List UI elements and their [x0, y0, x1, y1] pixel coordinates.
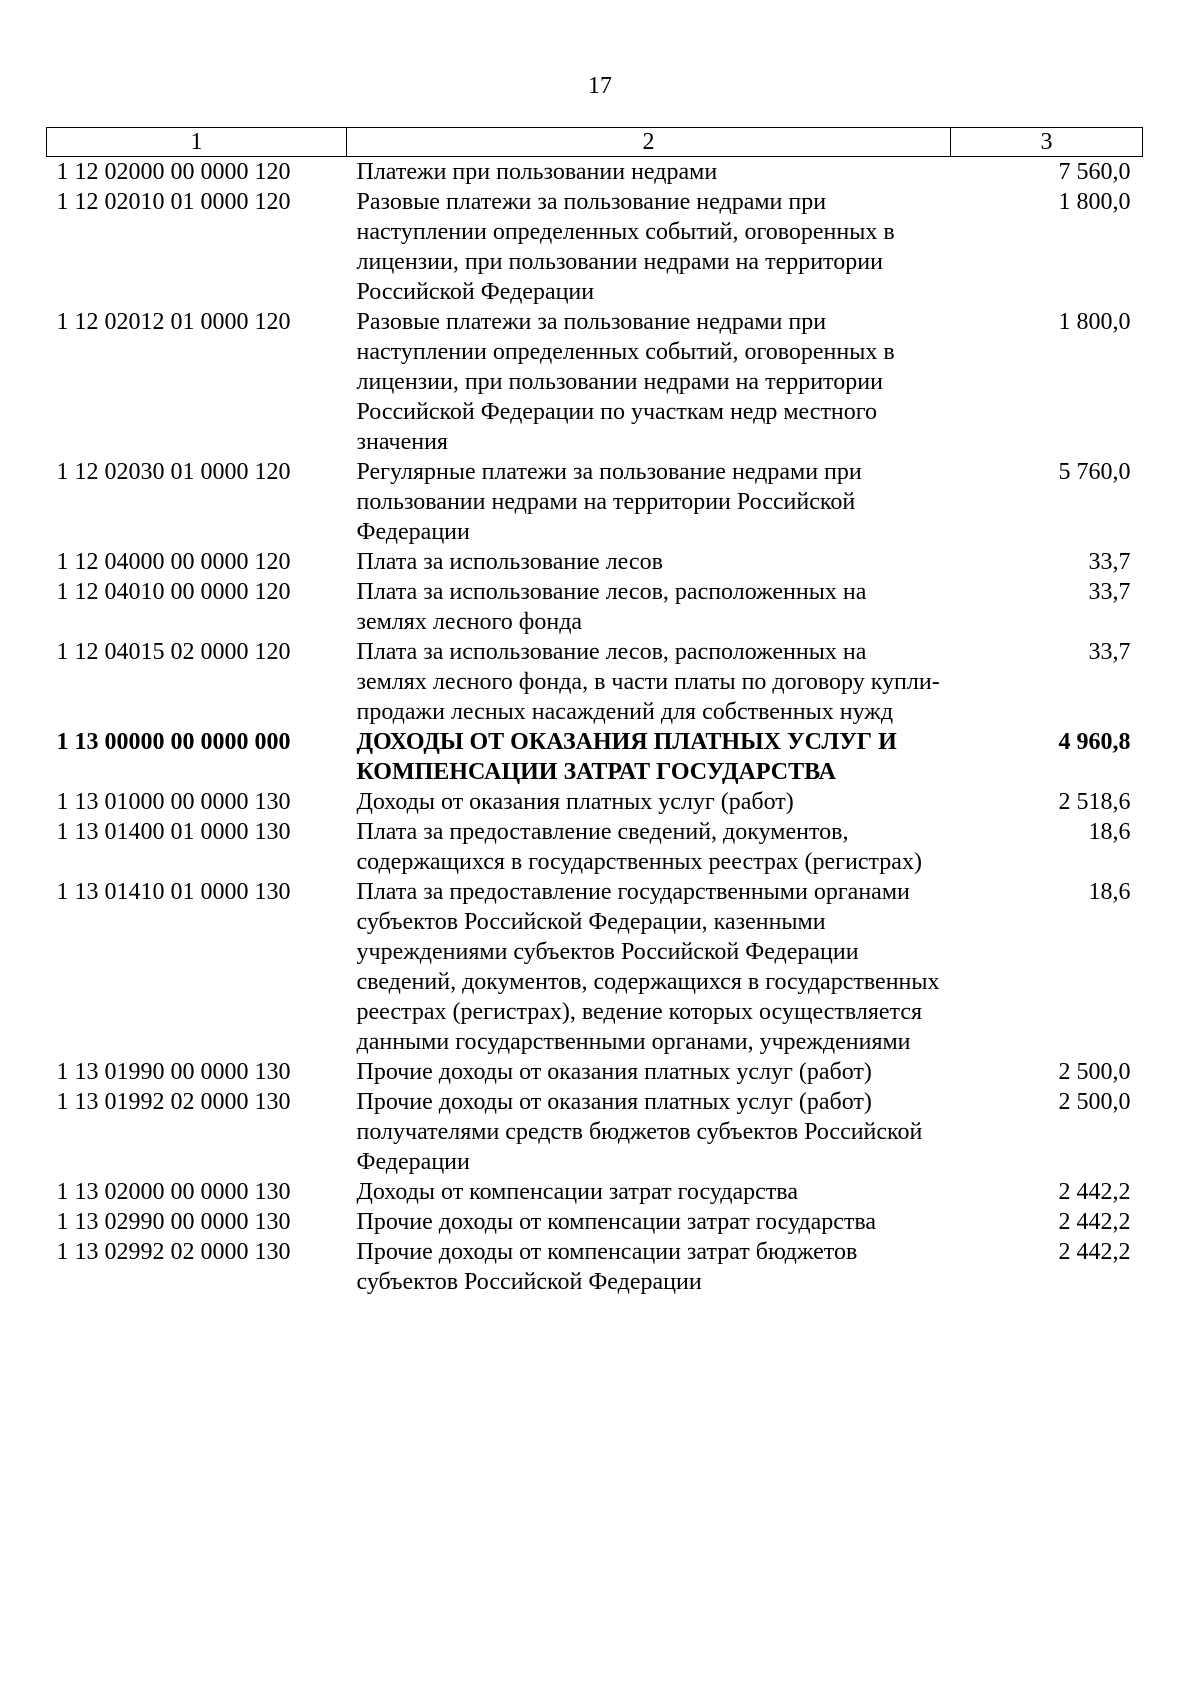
row-value: 33,7 [1088, 579, 1131, 605]
table-row [47, 1207, 1143, 1237]
row-name: ДОХОДЫ ОТ ОКАЗАНИЯ ПЛАТНЫХ УСЛУГ И КОМПЕНСАЦИИ ЗАТРАТ ГОСУДАРСТВА [356, 729, 897, 785]
row-value: 2 518,6 [1058, 789, 1131, 815]
row-code: 1 13 01000 00 0000 130 [56, 789, 291, 815]
table-row [47, 1177, 1143, 1207]
row-value: 2 442,2 [1058, 1179, 1131, 1205]
table-row [47, 1237, 1143, 1297]
row-value: 2 500,0 [1058, 1089, 1131, 1115]
row-code: 1 13 01992 02 0000 130 [56, 1089, 291, 1115]
table-row [47, 787, 1143, 817]
row-value: 1 800,0 [1058, 309, 1131, 335]
row-code: 1 12 04010 00 0000 120 [56, 579, 291, 605]
row-value: 1 800,0 [1058, 189, 1131, 215]
row-name: Плата за предоставление сведений, документов, содержащихся в государственных реестрах (регистрах) [356, 819, 922, 875]
table-row [47, 577, 1143, 637]
row-name: Прочие доходы от компенсации затрат государства [356, 1209, 877, 1235]
row-code: 1 12 02012 01 0000 120 [56, 309, 291, 335]
row-code: 1 12 02030 01 0000 120 [56, 459, 291, 485]
table-row [47, 877, 1143, 1057]
row-name: Плата за предоставление государственными органами субъектов Российской Федерации, казенными учреждениями субъектов Российской Федерации сведений, документов, содержащихся в государственных реестрах (регистрах), ведение которых осуществляется данными государственными органами, учреждениями [356, 879, 940, 1055]
row-name: Прочие доходы от оказания платных услуг (работ) получателями средств бюджетов субъектов Российской Федерации [356, 1089, 923, 1175]
row-value: 2 442,2 [1058, 1239, 1131, 1265]
table-row [47, 1057, 1143, 1087]
row-name: Разовые платежи за пользование недрами при наступлении определенных событий, оговоренных в лицензии, при пользовании недрами на территории Российской Федерации по участкам недр местного значения [356, 309, 895, 455]
row-name: Прочие доходы от компенсации затрат бюджетов субъектов Российской Федерации [356, 1239, 858, 1295]
header-col-value: 3 [951, 128, 1143, 157]
header-row [47, 128, 1143, 157]
row-name: Прочие доходы от оказания платных услуг (работ) [356, 1059, 872, 1085]
row-name: Доходы от компенсации затрат государства [356, 1179, 798, 1205]
table-row [47, 817, 1143, 877]
table-row [47, 637, 1143, 727]
row-name: Доходы от оказания платных услуг (работ) [356, 789, 794, 815]
row-value: 7 560,0 [1058, 159, 1131, 185]
row-code: 1 13 01410 01 0000 130 [56, 879, 291, 905]
page-number: 17 [588, 73, 612, 99]
row-code: 1 13 02000 00 0000 130 [56, 1179, 291, 1205]
header-col-code: 1 [47, 128, 347, 157]
row-name: Регулярные платежи за пользование недрами при пользовании недрами на территории Российской Федерации [356, 459, 862, 545]
row-value: 18,6 [1088, 879, 1131, 905]
row-code: 1 13 01400 01 0000 130 [56, 819, 291, 845]
row-value: 2 442,2 [1058, 1209, 1131, 1235]
row-code: 1 12 02000 00 0000 120 [56, 159, 291, 185]
row-value: 33,7 [1088, 549, 1131, 575]
revenue-table [46, 127, 1143, 1297]
table-row [47, 727, 1143, 787]
row-value: 18,6 [1088, 819, 1131, 845]
row-code: 1 13 02990 00 0000 130 [56, 1209, 291, 1235]
row-name: Плата за использование лесов, расположенных на землях лесного фонда [356, 579, 867, 635]
table-row [47, 1087, 1143, 1177]
row-value: 4 960,8 [1058, 729, 1131, 755]
row-code: 1 13 01990 00 0000 130 [56, 1059, 291, 1085]
row-value: 33,7 [1088, 639, 1131, 665]
revenue-table-container [46, 127, 1142, 1297]
row-code: 1 12 02010 01 0000 120 [56, 189, 291, 215]
table-row [47, 547, 1143, 577]
table-row [47, 157, 1143, 188]
row-name: Разовые платежи за пользование недрами при наступлении определенных событий, оговоренных в лицензии, при пользовании недрами на территории Российской Федерации [356, 189, 895, 305]
table-body [47, 157, 1143, 1298]
table-row [47, 307, 1143, 457]
row-code: 1 13 00000 00 0000 000 [56, 729, 291, 755]
row-name: Платежи при пользовании недрами [356, 159, 718, 185]
header-col-name: 2 [347, 128, 951, 157]
row-code: 1 12 04015 02 0000 120 [56, 639, 291, 665]
row-value: 5 760,0 [1058, 459, 1131, 485]
row-code: 1 12 04000 00 0000 120 [56, 549, 291, 575]
row-name: Плата за использование лесов, расположенных на землях лесного фонда, в части платы по договору купли-продажи лесных насаждений для собственных нужд [356, 639, 940, 725]
row-name: Плата за использование лесов [356, 549, 663, 575]
row-value: 2 500,0 [1058, 1059, 1131, 1085]
table-row [47, 187, 1143, 307]
row-code: 1 13 02992 02 0000 130 [56, 1239, 291, 1265]
table-row [47, 457, 1143, 547]
table-header [47, 128, 1143, 157]
